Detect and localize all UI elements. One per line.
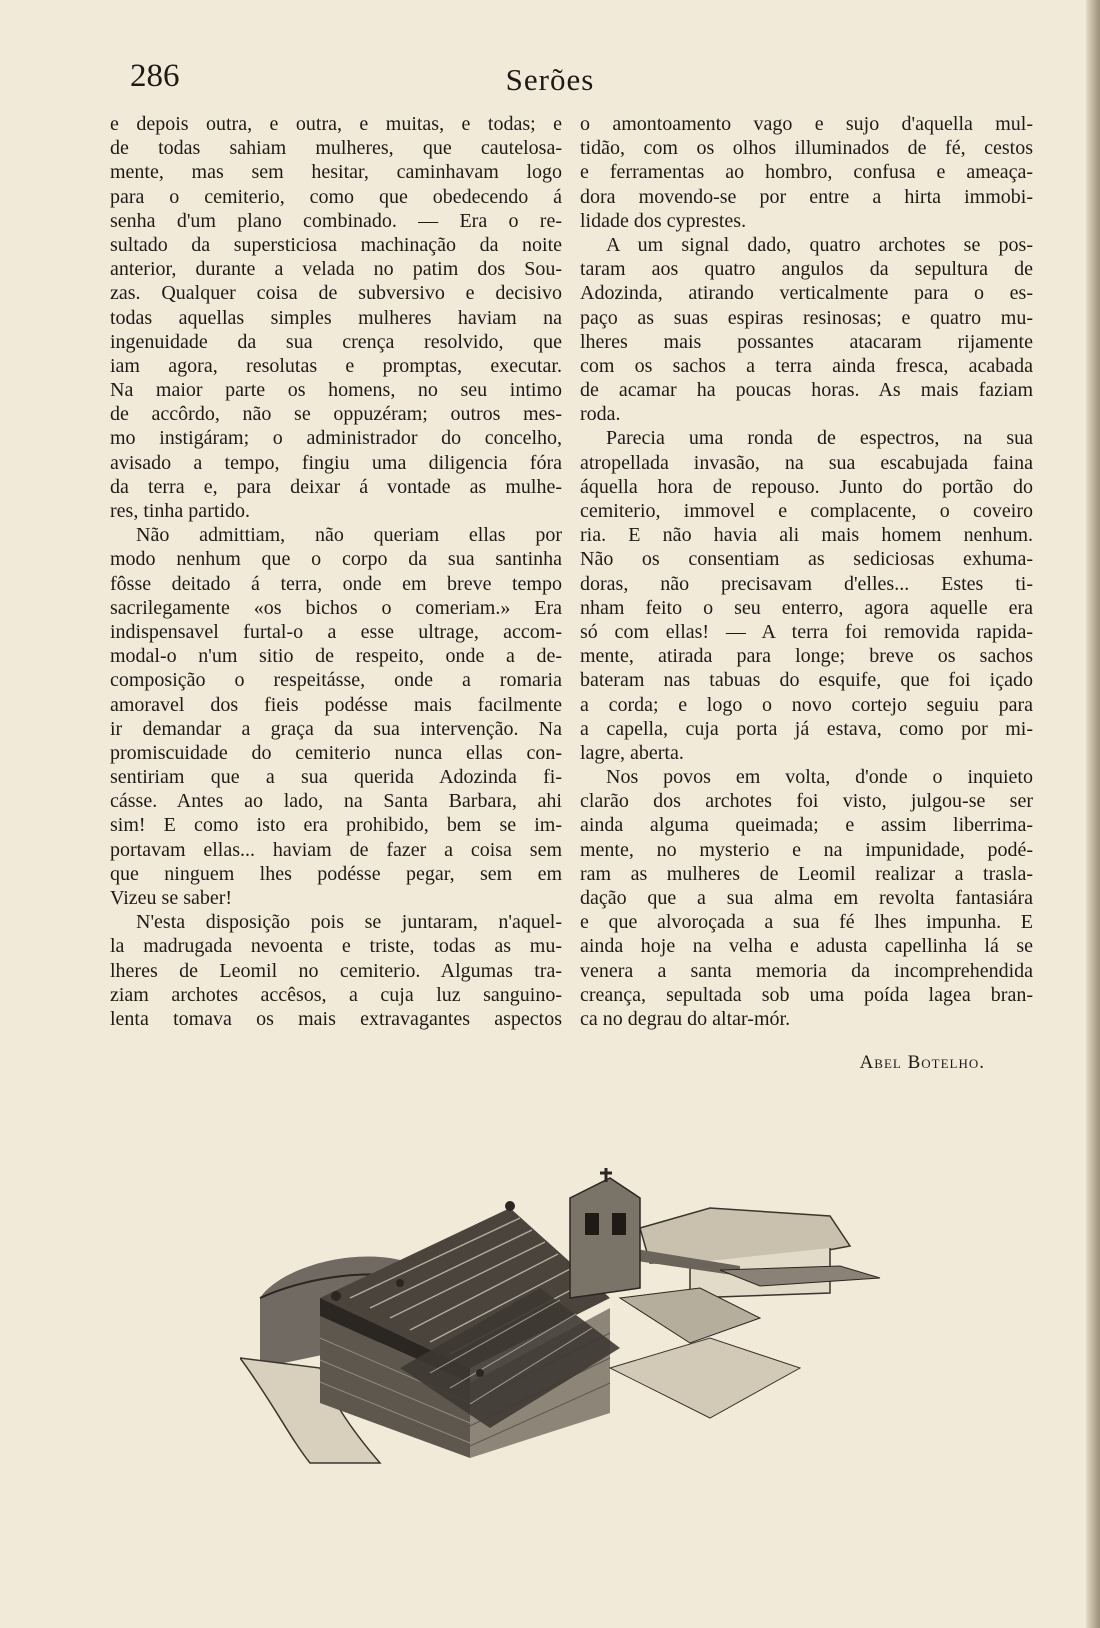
text-line: promiscuidade do cemiterio nunca ellas con- bbox=[110, 741, 562, 764]
text-line: senha d'um plano combinado. — Era o re- bbox=[110, 209, 562, 232]
text-line: zas. Qualquer coisa de subversivo e decisivo bbox=[110, 282, 562, 305]
text-line: paço as suas espiras resinosas; e quatro mu- bbox=[580, 306, 1033, 329]
text-line: ziam archotes accêsos, a cuja luz sanguino- bbox=[110, 983, 562, 1006]
text-column-left bbox=[110, 112, 562, 1031]
text-line: venera a santa memoria da incomprehendida bbox=[580, 959, 1033, 982]
text-line: sultado da supersticiosa machinação da noite bbox=[110, 233, 562, 256]
text-line: lenta tomava os mais extravagantes aspectos bbox=[110, 1007, 562, 1030]
text-line: bateram nas tabuas do esquife, que foi içado bbox=[580, 669, 1033, 692]
text-line: o amontoamento vago e sujo d'aquella mul- bbox=[580, 113, 1033, 135]
text-line: de acamar ha poucas horas. As mais faziam bbox=[580, 379, 1033, 402]
text-line: a capella, cuja porta já estava, como por mi- bbox=[580, 717, 1033, 740]
text-line: roda. bbox=[580, 403, 621, 426]
text-line: indispensavel furtal-o a esse ultrage, accom- bbox=[110, 620, 562, 643]
text-line: cásse. Antes ao lado, na Santa Barbara, ahi bbox=[110, 790, 562, 813]
text-line: para o cemiterio, como que obedecendo á bbox=[110, 185, 562, 208]
text-line: lidade dos cyprestes. bbox=[580, 209, 747, 232]
text-line: mente, atirada para longe; breve os sachos bbox=[580, 645, 1033, 668]
page-header bbox=[0, 58, 1100, 106]
text-line: ram as mulheres de Leomil realizar a trasla- bbox=[580, 862, 1033, 885]
text-line: dora movendo-se por entre a hirta immobi- bbox=[580, 185, 1033, 208]
text-line: mo instigáram; o administrador do concelho, bbox=[110, 427, 562, 450]
text-line: ca no degrau do altar-mór. bbox=[580, 1007, 791, 1030]
text-line: dação que a sua alma em revolta fantasiára bbox=[580, 887, 1033, 909]
text-line: A um signal dado, quatro archotes se pos- bbox=[606, 233, 1033, 256]
text-column-right bbox=[580, 112, 1033, 1031]
text-line: taram aos quatro angulos da sepultura de bbox=[580, 258, 1033, 281]
text-line: ainda hoje na velha e adusta capellinha lá se bbox=[580, 935, 1033, 958]
text-line: todas aquellas simples mulheres haviam na bbox=[110, 306, 562, 329]
text-line: ingenuidade da sua crença resolvido, que bbox=[110, 330, 562, 353]
chapel-engraving-icon bbox=[240, 1168, 920, 1468]
text-line: nham feito o seu enterro, agora aquelle era bbox=[580, 596, 1033, 619]
text-line: e depois outra, e outra, e muitas, e todas; e bbox=[110, 113, 562, 135]
text-line: Não os consentiam as sediciosas exhuma- bbox=[580, 548, 1033, 571]
text-line: Não admittiam, não queriam ellas por bbox=[136, 524, 562, 547]
text-line: lagre, aberta. bbox=[580, 741, 684, 764]
text-line: modo nenhum que o corpo da sua santinha bbox=[110, 548, 562, 571]
text-line: de todas sahiam mulheres, que cautelosa- bbox=[110, 137, 562, 160]
text-line: clarão dos archotes foi visto, julgou-se ser bbox=[580, 790, 1033, 813]
author-signature: Abel Botelho. bbox=[859, 1052, 985, 1073]
text-line: Adozinda, atirando verticalmente para o es- bbox=[580, 282, 1033, 305]
text-line: portavam ellas... haviam de fazer a coisa sem bbox=[110, 838, 562, 861]
text-line: Nos povos em volta, d'onde o inquieto bbox=[606, 766, 1033, 789]
text-line: de accôrdo, não se oppuzéram; outros mes- bbox=[110, 403, 562, 426]
page-edge-shadow bbox=[1086, 0, 1100, 1628]
text-line: mente, no mysterio e na impunidade, podé- bbox=[580, 838, 1033, 861]
text-line: e que alvoroçada a sua fé lhes impunha. E bbox=[580, 911, 1033, 934]
text-line: lheres mais possantes atacaram rijamente bbox=[580, 330, 1033, 353]
text-line: ria. E não havia ali mais homem nenhum. bbox=[580, 524, 1033, 547]
text-line: amoravel dos fieis podésse mais facilmente bbox=[110, 693, 562, 716]
chapel-illustration bbox=[240, 1168, 920, 1468]
text-line: Na maior parte os homens, no seu intimo bbox=[110, 379, 562, 402]
text-line: N'esta disposição pois se juntaram, n'aquel- bbox=[136, 911, 562, 934]
text-line: avisado a tempo, fingiu uma diligencia fóra bbox=[110, 451, 562, 474]
text-line: lheres de Leomil no cemiterio. Algumas tra- bbox=[110, 959, 562, 982]
text-line: com os sachos a terra ainda fresca, acabada bbox=[580, 354, 1033, 377]
text-line: e ferramentas ao hombro, confusa e ameaça- bbox=[580, 161, 1033, 184]
text-line: fôsse deitado á terra, onde em breve tempo bbox=[110, 572, 562, 595]
text-line: sim! E como isto era prohibido, bem se im- bbox=[110, 814, 562, 837]
text-line: ainda alguma queimada; e assim liberrima- bbox=[580, 814, 1033, 837]
text-line: cemiterio, immovel e complacente, o coveiro bbox=[580, 500, 1033, 522]
text-line: res, tinha partido. bbox=[110, 500, 250, 522]
text-line: Vizeu se saber! bbox=[110, 887, 233, 909]
text-line: atropellada invasão, na sua escabujada faina bbox=[580, 451, 1033, 474]
text-line: anterior, durante a velada no patim dos Sou- bbox=[110, 258, 562, 281]
page-number: 286 bbox=[130, 58, 180, 94]
text-line: da terra e, para deixar á vontade as mulhe- bbox=[110, 475, 562, 498]
text-line: modal-o n'um sitio de respeito, onde a de- bbox=[110, 645, 562, 668]
text-line: que ninguem lhes podésse pegar, sem em bbox=[110, 862, 562, 885]
text-line: doras, não precisavam d'elles... Estes ti- bbox=[580, 572, 1033, 595]
text-line: ir demandar a graça da sua intervenção. Na bbox=[110, 717, 562, 740]
text-line: iam agora, resolutas e promptas, executar. bbox=[110, 354, 562, 377]
text-line: sentiriam que a sua querida Adozinda fi- bbox=[110, 766, 562, 789]
text-line: mente, mas sem hesitar, caminhavam logo bbox=[110, 161, 562, 184]
text-line: Parecia uma ronda de espectros, na sua bbox=[606, 427, 1033, 450]
text-line: áquella hora de repouso. Junto do portão do bbox=[580, 475, 1033, 498]
text-line: sacrilegamente «os bichos o comeriam.» Era bbox=[110, 596, 562, 619]
running-title: Serões bbox=[505, 62, 595, 97]
text-line: creança, sepultada sob uma poída lagea bran- bbox=[580, 983, 1033, 1006]
text-line: tidão, com os olhos illuminados de fé, cestos bbox=[580, 137, 1033, 160]
text-line: la madrugada nevoenta e triste, todas as mu- bbox=[110, 935, 562, 958]
text-line: só com ellas! — A terra foi removida rapida- bbox=[580, 620, 1033, 643]
text-line: composição o respeitásse, onde a romaria bbox=[110, 669, 562, 692]
text-line: a corda; e logo o novo cortejo seguiu para bbox=[580, 693, 1033, 716]
